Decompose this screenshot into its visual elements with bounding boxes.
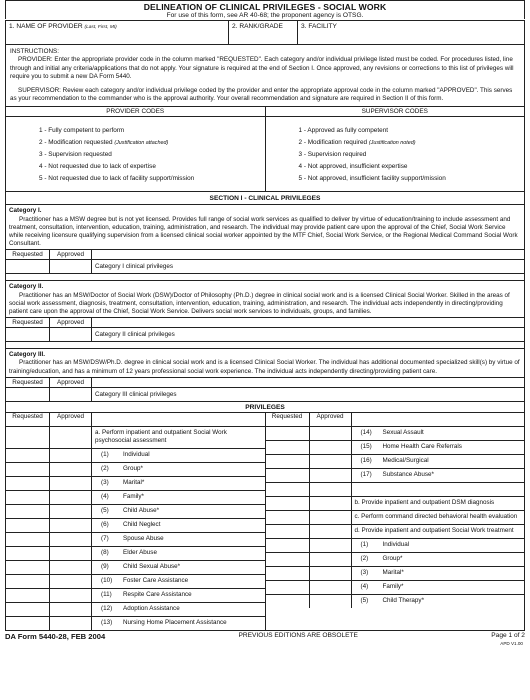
privilege-row (6, 575, 265, 589)
approved-cell[interactable] (310, 567, 352, 580)
rank-grade-field[interactable] (229, 21, 298, 44)
provider-fields (5, 20, 525, 45)
requested-cell[interactable] (6, 519, 50, 532)
approved-cell[interactable] (50, 533, 92, 546)
privilege-text (352, 595, 428, 608)
approved-cell[interactable] (50, 477, 92, 490)
privilege-label: Nursing Home Placement Assistance (123, 619, 227, 627)
privilege-number: (5) (360, 596, 369, 604)
category-description (5, 281, 525, 318)
privilege-text (92, 561, 183, 574)
privileges-left-column (6, 413, 266, 630)
privilege-row (266, 539, 525, 553)
privilege-text (352, 455, 432, 468)
supervisor-code-text: 4 - Not approved, insufficient expertise (298, 163, 408, 171)
privilege-label: Sexual Assault (382, 428, 424, 436)
privilege-row (266, 525, 525, 539)
requested-header: Requested (266, 413, 310, 426)
privilege-text (352, 525, 517, 538)
provider-code-note: (Justification attached) (114, 140, 169, 147)
requested-cell[interactable] (266, 539, 310, 552)
provider-code-item (39, 125, 265, 137)
supervisor-code-item (299, 137, 525, 149)
privilege-row (6, 617, 265, 630)
requested-cell[interactable] (266, 595, 310, 608)
supervisor-code-item (299, 173, 525, 185)
privilege-header-blank (352, 413, 358, 426)
privilege-label: Medical/Surgical (382, 456, 429, 464)
requested-header: Requested (6, 318, 50, 327)
category-separator (5, 342, 525, 349)
privilege-text (92, 505, 162, 518)
approved-cell[interactable] (310, 483, 352, 496)
privilege-text (92, 617, 230, 630)
privilege-number: (12) (101, 605, 113, 613)
category-text: Practitioner has an MSW/DSW/Ph.D. degree in clinical social work and is a licensed Clinical Social Worker. The individual has additional documented specialized skill(s) by virtue of training/education, and has a minimum of 12 years professional social work experience. The individual acts independently directing/providing patient care. (9, 359, 520, 375)
privilege-number: (3) (360, 568, 369, 576)
requested-cell[interactable] (6, 449, 50, 462)
privilege-text (92, 547, 160, 560)
facility-field[interactable] (298, 21, 524, 44)
privilege-row (266, 483, 525, 497)
requested-header: Requested (6, 378, 50, 387)
approved-header: Approved (50, 250, 92, 259)
privilege-text (352, 427, 427, 440)
privilege-label: Marital* (123, 479, 145, 487)
privilege-text (92, 603, 183, 616)
privilege-row (6, 449, 265, 463)
approved-cell[interactable] (310, 595, 352, 608)
privilege-row (266, 469, 525, 483)
category-privilege-label: Category III clinical privileges (95, 390, 177, 398)
approved-cell[interactable] (310, 553, 352, 566)
requested-cell[interactable] (6, 505, 50, 518)
approved-cell[interactable] (310, 497, 352, 510)
privilege-number: (7) (101, 535, 109, 543)
obsolete-notice: PREVIOUS EDITIONS ARE OBSOLETE (238, 632, 358, 640)
privilege-number: (9) (101, 563, 109, 571)
privilege-row (6, 505, 265, 519)
privilege-number: (1) (360, 540, 369, 548)
approved-header: Approved (50, 378, 92, 387)
category-separator (5, 274, 525, 281)
requested-cell[interactable] (266, 511, 310, 524)
section-title: SECTION I - CLINICAL PRIVILEGES (5, 192, 525, 205)
approved-cell[interactable] (50, 519, 92, 532)
provider-instructions: PROVIDER: Enter the appropriate provider code in the column marked "REQUESTED". Each category and/or individual privilege listed must be coded. For procedures listed, line through and initial any criteria/applications that do not apply. Your signature is required at the end of Section I. Once approved, any revisions or corrections to this list of privileges will require you to submit a new DA Form 5440. (10, 56, 514, 81)
privilege-label: Home Health Care Referrals (382, 442, 462, 450)
approved-cell[interactable] (310, 581, 352, 594)
privilege-text (92, 463, 146, 476)
provider-codes (6, 107, 266, 191)
privilege-number: (15) (360, 442, 372, 450)
approved-cell[interactable] (50, 328, 92, 341)
approved-cell[interactable] (50, 603, 92, 616)
privilege-label: Foster Care Assistance (123, 577, 189, 585)
requested-cell[interactable] (6, 589, 50, 602)
privilege-row (6, 603, 265, 617)
supervisor-code-item (299, 125, 525, 137)
requested-cell[interactable] (266, 469, 310, 482)
requested-cell[interactable] (6, 547, 50, 560)
provider-code-text: 1 - Fully competent to perform (39, 127, 125, 135)
privilege-label: Child Therapy* (382, 596, 425, 604)
approved-cell[interactable] (50, 463, 92, 476)
category-description (5, 205, 525, 250)
requested-cell[interactable] (266, 581, 310, 594)
privilege-number: (10) (101, 577, 113, 585)
category-privilege-row (5, 260, 525, 274)
requested-cell[interactable] (266, 427, 310, 440)
category-description (5, 349, 525, 378)
approved-cell[interactable] (50, 575, 92, 588)
privilege-number: (2) (101, 465, 109, 473)
approved-cell[interactable] (50, 617, 92, 630)
requested-cell[interactable] (6, 427, 50, 448)
requested-cell[interactable] (266, 483, 310, 496)
category-title: Category II. (9, 283, 44, 291)
privilege-number: (16) (360, 456, 372, 464)
privilege-text (92, 427, 265, 448)
supervisor-code-item (299, 149, 525, 161)
privilege-text (352, 539, 413, 552)
privilege-label: Spouse Abuse (123, 535, 164, 543)
privilege-text (352, 553, 406, 566)
privilege-label: b. Provide inpatient and outpatient DSM diagnosis (354, 498, 495, 506)
form-title: DELINEATION OF CLINICAL PRIVILEGES - SOCIAL WORK (143, 2, 387, 12)
supervisor-code-item (299, 161, 525, 173)
provider-name-hint: (Last, First, MI) (84, 25, 117, 30)
privilege-text (352, 581, 407, 594)
requested-cell[interactable] (6, 561, 50, 574)
privilege-label: Respite Care Assistance (123, 591, 192, 599)
category-column-headers (5, 250, 525, 260)
privilege-text (352, 469, 437, 482)
approved-cell[interactable] (50, 260, 92, 273)
privilege-row (266, 553, 525, 567)
approved-cell[interactable] (50, 449, 92, 462)
requested-cell[interactable] (266, 553, 310, 566)
requested-cell[interactable] (6, 603, 50, 616)
privilege-number: (3) (101, 479, 109, 487)
privileges-right-column (266, 413, 525, 630)
form-header (5, 0, 525, 19)
approved-header: Approved (50, 318, 92, 327)
instructions-heading: INSTRUCTIONS: (10, 48, 59, 55)
privilege-number: (5) (101, 507, 109, 515)
privilege-text (92, 477, 147, 490)
approved-cell[interactable] (50, 491, 92, 504)
category-title: Category I. (9, 207, 42, 215)
category-privilege-label: Category II clinical privileges (95, 331, 175, 339)
privilege-row (266, 427, 525, 441)
privilege-label: Marital* (382, 568, 404, 576)
provider-code-text: 5 - Not requested due to lack of facility support/mission (39, 175, 195, 183)
privilege-label: Child Abuse* (123, 507, 160, 515)
privilege-row (6, 463, 265, 477)
approved-cell[interactable] (310, 525, 352, 538)
privilege-label: Elder Abuse (123, 549, 157, 557)
privilege-text (352, 483, 358, 496)
privilege-label: Substance Abuse* (382, 470, 434, 478)
privilege-row (6, 519, 265, 533)
provider-code-item (39, 161, 265, 173)
privilege-number: (1) (101, 451, 109, 459)
privileges-column-header (266, 413, 525, 427)
privilege-number: (4) (360, 582, 369, 590)
provider-code-text: 3 - Supervision requested (39, 151, 112, 159)
category-privilege-row (5, 328, 525, 342)
requested-cell[interactable] (6, 533, 50, 546)
privilege-number: (11) (101, 591, 112, 599)
requested-cell[interactable] (6, 328, 50, 341)
privilege-label: Child Sexual Abuse* (123, 563, 181, 571)
privilege-row (6, 589, 265, 603)
provider-codes-heading: PROVIDER CODES (6, 107, 265, 117)
provider-code-item (39, 137, 265, 149)
privilege-label: Group* (123, 465, 143, 473)
provider-code-text: 2 - Modification requested (39, 139, 115, 147)
supervisor-code-text: 3 - Supervision required (298, 151, 367, 159)
privileges-column-header (6, 413, 265, 427)
privilege-text (92, 449, 153, 462)
supervisor-code-text: 1 - Approved as fully competent (298, 127, 389, 135)
privilege-row (266, 511, 525, 525)
category-privilege-row (5, 388, 525, 402)
approved-cell[interactable] (50, 505, 92, 518)
provider-code-text: 4 - Not requested due to lack of expertise (39, 163, 156, 171)
category-column-headers (5, 378, 525, 388)
privilege-row (266, 595, 525, 608)
requested-cell[interactable] (6, 575, 50, 588)
privilege-label: Child Neglect (123, 521, 161, 529)
privilege-row (266, 455, 525, 469)
instructions (5, 45, 525, 107)
requested-cell[interactable] (6, 491, 50, 504)
provider-code-item (39, 173, 265, 185)
supervisor-codes-heading: SUPERVISOR CODES (266, 107, 525, 117)
privilege-label: Individual (382, 540, 410, 548)
page-number: Page 1 of 2 (491, 632, 525, 640)
category-text: Practitioner has a MSW degree but is not yet licensed. Provides full range of social work services as qualified to deliver by virtue of education/training to include assessment and treatment, consultation, intervention, education, training, administration, and research. The individual may provide patient care upon the approval of the Chief, Social Work Service while receiving licensure qualifying supervision from a licensed clinical social worker appointed by the MTF Chief, Social Work Service, or the Regional Medical Command Social Work Consultant. (9, 215, 518, 248)
provider-name-label: 1. NAME OF PROVIDER (9, 23, 83, 30)
approved-cell[interactable] (310, 539, 352, 552)
privilege-text (92, 575, 191, 588)
requested-cell[interactable] (6, 477, 50, 490)
category-column-headers (5, 318, 525, 328)
privilege-row (266, 567, 525, 581)
form-page (5, 0, 525, 647)
requested-cell[interactable] (266, 441, 310, 454)
privilege-number: (17) (360, 470, 372, 478)
privilege-number: (4) (101, 493, 109, 501)
supervisor-code-text: 2 - Modification required (298, 139, 369, 147)
category-text: Practitioner has an MSW/Doctor of Social Work (DSW)/Doctor of Philosophy (Ph.D.) degree in clinical social work and is a licensed Clinical Social Worker. Skilled in the areas of social work assessment, diagnosis, treatment, consultation, intervention, education, training, administration, and research. The individual acts independently in directing/providing patient care upon the approval of the Chief, Social Work Service. Delivers social work services to individuals, groups, and families. (9, 291, 510, 316)
provider-name-field[interactable] (6, 21, 229, 44)
requested-cell[interactable] (266, 525, 310, 538)
privilege-label: Adoption Assistance (123, 605, 180, 613)
supervisor-code-text: 5 - Not approved, insufficient facility support/mission (298, 175, 446, 183)
form-footer (5, 632, 525, 641)
privileges-table (5, 413, 525, 631)
apd-version: APD V1.00 (500, 641, 523, 647)
approved-cell[interactable] (310, 441, 352, 454)
privilege-text (352, 441, 465, 454)
privilege-text (352, 497, 498, 510)
privilege-label: c. Perform command directed behavioral health evaluation (354, 512, 518, 520)
privilege-row (266, 441, 525, 455)
privilege-number: (8) (101, 549, 109, 557)
rank-grade-label: 2. RANK/GRADE (232, 23, 283, 30)
requested-cell[interactable] (6, 260, 50, 273)
approved-cell[interactable] (50, 388, 92, 401)
category-title: Category III. (9, 351, 46, 359)
privilege-label: d. Provide inpatient and outpatient Social Work treatment (354, 526, 514, 534)
requested-header: Requested (6, 250, 50, 259)
category-privilege-label: Category I clinical privileges (95, 263, 174, 271)
approved-cell[interactable] (310, 511, 352, 524)
requested-header: Requested (6, 413, 50, 426)
privilege-label: Group* (382, 554, 403, 562)
privilege-label: Individual (123, 451, 150, 459)
approved-header: Approved (310, 413, 352, 426)
privilege-number: (13) (101, 619, 113, 627)
privilege-row (6, 533, 265, 547)
requested-cell[interactable] (266, 567, 310, 580)
privilege-number: (14) (360, 428, 372, 436)
requested-cell[interactable] (6, 388, 50, 401)
form-number: DA Form 5440-28, FEB 2004 (5, 632, 106, 642)
approved-cell[interactable] (310, 469, 352, 482)
codes-table (5, 107, 525, 192)
approved-cell[interactable] (50, 547, 92, 560)
privilege-number: (2) (360, 554, 369, 562)
privilege-header-blank (92, 413, 98, 426)
requested-cell[interactable] (266, 455, 310, 468)
approved-cell[interactable] (50, 561, 92, 574)
privilege-row (6, 491, 265, 505)
privilege-text (92, 491, 147, 504)
approved-cell[interactable] (50, 589, 92, 602)
privilege-row (266, 497, 525, 511)
approved-cell[interactable] (310, 427, 352, 440)
privilege-row (6, 477, 265, 491)
approved-cell[interactable] (50, 427, 92, 448)
privilege-text (92, 589, 195, 602)
privilege-row (6, 561, 265, 575)
approved-cell[interactable] (310, 455, 352, 468)
privilege-label: Family* (382, 582, 404, 590)
privilege-row (6, 427, 265, 449)
privilege-label: a. Perform inpatient and outpatient Social Work psychosocial assessment (95, 428, 227, 445)
form-subtitle: For use of this form, see AR 40-68; the proponent agency is OTSG. (166, 12, 364, 19)
facility-label: 3. FACILITY (301, 23, 337, 30)
requested-cell[interactable] (266, 497, 310, 510)
supervisor-code-note: (Justification noted) (368, 140, 416, 147)
privilege-text (352, 511, 521, 524)
privilege-text (92, 519, 163, 532)
privilege-number: (6) (101, 521, 109, 529)
privileges-heading: PRIVILEGES (5, 402, 525, 413)
privilege-text (352, 567, 407, 580)
supervisor-codes (266, 107, 525, 191)
requested-cell[interactable] (6, 463, 50, 476)
privilege-row (6, 547, 265, 561)
supervisor-instructions: SUPERVISOR: Review each category and/or individual privilege coded by the provider and enter the appropriate approval code in the column marked "APPROVED". This serves as your recommendation to the commander who is the approval authority. Your overall recommendation and signature are required in Section II of this form. (10, 86, 513, 103)
provider-code-item (39, 149, 265, 161)
approved-header: Approved (50, 413, 92, 426)
privilege-label: Family* (123, 493, 144, 501)
privilege-row (266, 581, 525, 595)
requested-cell[interactable] (6, 617, 50, 630)
privilege-text (92, 533, 167, 546)
